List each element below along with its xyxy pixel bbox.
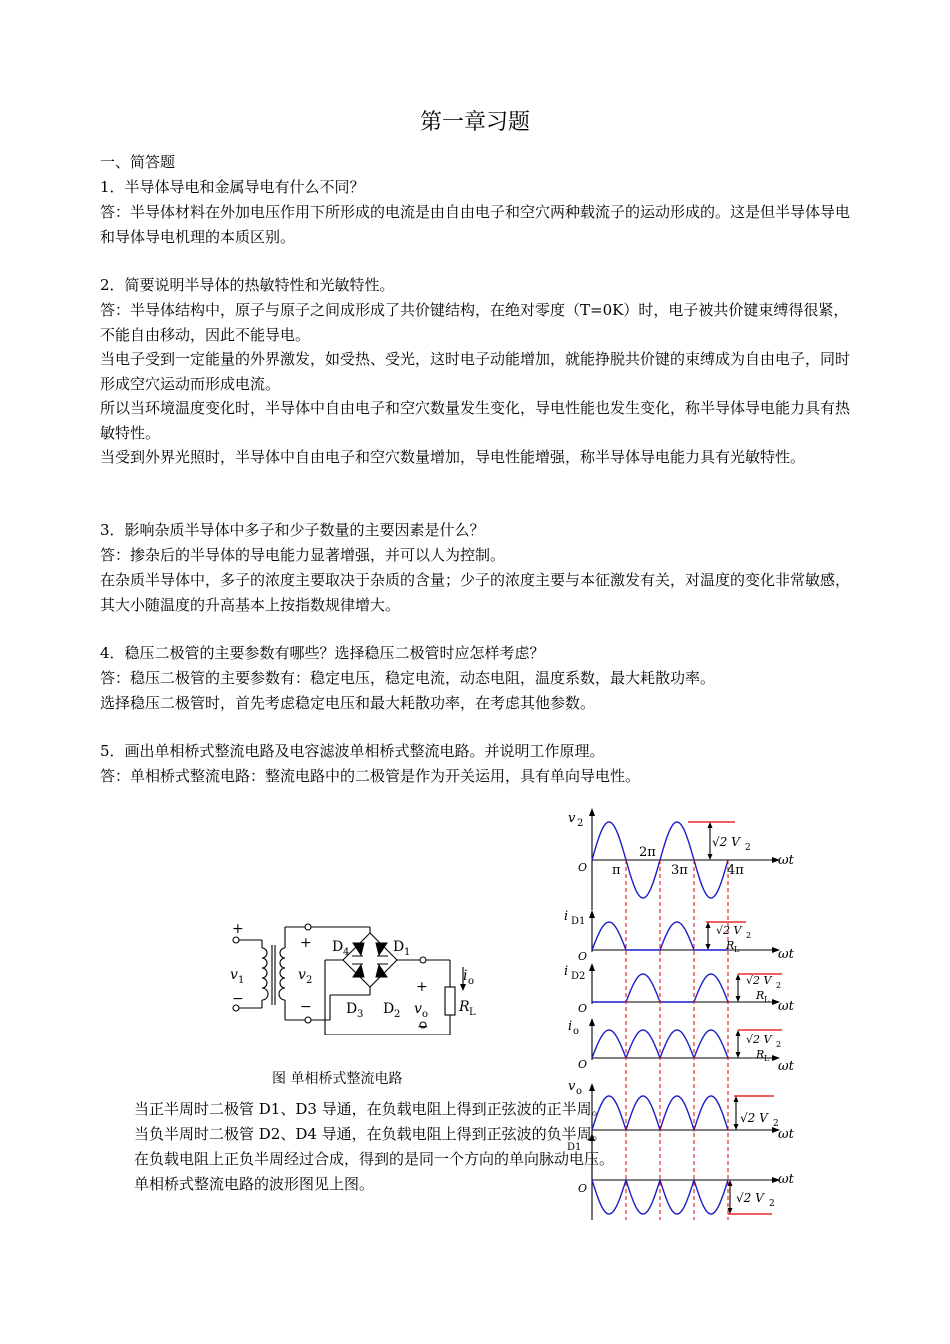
- axis-y-arrow-4: [589, 1018, 595, 1026]
- wave-amp-4-num-sub: 2: [776, 1040, 782, 1049]
- wave-amp-2-num-sub: 2: [746, 931, 752, 940]
- wave-amp-2-num: √2 V: [716, 924, 742, 937]
- amp-arrow-top-4: [736, 1030, 741, 1036]
- wave-amp-6: √2 V: [736, 1191, 764, 1205]
- axis-y-arrow-3: [589, 963, 595, 971]
- wave-wt-2: ωt: [778, 947, 794, 962]
- wave-origin-1: O: [578, 861, 588, 874]
- label-vo: v: [414, 1001, 422, 1017]
- wave-v2: v: [568, 811, 576, 826]
- question-2: 2．简要说明半导体的热敏特性和光敏特性。: [100, 276, 395, 294]
- wave-amp-6-sub: 2: [769, 1199, 775, 1209]
- wave-4pi: 4π: [727, 863, 744, 878]
- label-d2: D: [383, 1001, 395, 1017]
- answer-3-para-2: 在杂质半导体中，多子的浓度主要取决于杂质的含量；少子的浓度主要与本征激发有关，对温度的变化非常敏感，其大小随温度的升高基本上按指数规律增大。: [100, 571, 851, 614]
- question-5: 5．画出单相桥式整流电路及电容滤波单相桥式整流电路。并说明工作原理。: [100, 742, 605, 760]
- answer-2-para-3: 所以当环境温度变化时，半导体中自由电子和空穴数量发生变化，导电性能也发生变化，称半导体导电能力具有热敏特性。: [100, 399, 851, 442]
- page-title: 第一章习题: [419, 110, 530, 135]
- wave-id1: i: [564, 909, 569, 924]
- wave-io-sub: o: [573, 1026, 580, 1037]
- wave-amp-4-den: R: [756, 1048, 765, 1061]
- wave-id2: i: [564, 964, 569, 979]
- secondary-minus: −: [300, 999, 312, 1015]
- answer-2-para-2: 当电子受到一定能量的外界激发，如受热、受光，这时电子动能增加，就能挣脱共价键的束缚成为自由电子，同时形成空穴运动而形成电流。: [100, 350, 851, 393]
- wave-wt-4: ωt: [778, 1059, 794, 1074]
- wave-amp-5-sub: 2: [773, 1119, 779, 1129]
- wave-origin-2: O: [578, 950, 588, 963]
- wave-vo-sub: o: [576, 1086, 583, 1097]
- amp-arrow-bottom-1: [708, 854, 713, 860]
- wave-amp-3-num: √2 V: [746, 974, 772, 987]
- wave-wt-6: ωt: [778, 1172, 794, 1187]
- label-d2-sub: 2: [394, 1009, 401, 1020]
- amp-arrow-top-1: [708, 822, 713, 828]
- answer-2-para-1: 答：半导体结构中，原子与原子之间成形成了共价键结构，在绝对零度（T=0K）时，电子被共价键束缚得很紧，不能自由移动，因此不能导电。: [100, 301, 849, 344]
- wave-amp-1: √2 V: [712, 835, 740, 849]
- wave-amp-5: √2 V: [740, 1111, 768, 1125]
- label-d4-sub: 4: [343, 947, 350, 958]
- question-3: 3．影响杂质半导体中多子和少子数量的主要因素是什么？: [100, 521, 485, 539]
- output-minus: −: [417, 1019, 429, 1035]
- label-d1: D: [393, 939, 405, 955]
- figure-caption: 图 单相桥式整流电路: [272, 1071, 403, 1087]
- amp-arrow-bottom-5: [734, 1124, 739, 1130]
- wave-amp-3-den-sub: L: [764, 995, 770, 1004]
- wave-amp-3-num-sub: 2: [776, 981, 782, 990]
- wave-origin-3: O: [578, 1002, 588, 1015]
- explain-line-3: 在负载电阻上正负半周经过合成，得到的是同一个方向的单向脉动电压。: [134, 1150, 615, 1168]
- wave-amp-4-num: √2 V: [746, 1033, 772, 1046]
- label-vo-sub: o: [422, 1009, 429, 1020]
- question-4: 4．稳压二极管的主要参数有哪些？选择稳压二极管时应怎样考虑？: [100, 644, 545, 662]
- explain-line-4: 单相桥式整流电路的波形图见上图。: [134, 1175, 375, 1193]
- label-v2: v: [298, 967, 306, 983]
- axis-y-arrow-5: [589, 1083, 595, 1091]
- amp-arrow-top-5: [734, 1096, 739, 1102]
- wave-id2-sub: D2: [571, 971, 586, 982]
- wave-amp-1-sub: 2: [745, 843, 751, 853]
- wave-io: i: [568, 1019, 573, 1034]
- secondary-plus: +: [300, 935, 312, 951]
- explain-line-1: 当正半周时二极管 D1、D3 导通，在负载电阻上得到正弦波的正半周。: [134, 1100, 607, 1118]
- section-heading: 一、简答题: [100, 153, 176, 171]
- explain-line-2: 当负半周时二极管 D2、D4 导通，在负载电阻上得到正弦波的负半周。: [134, 1125, 607, 1143]
- label-rl-sub: L: [469, 1007, 476, 1018]
- wave-v2-sub: 2: [577, 818, 584, 829]
- amp-arrow-top-2: [706, 922, 711, 928]
- label-v1: v: [230, 967, 238, 983]
- answer-4-para-1: 答：稳压二极管的主要参数有：稳定电压，稳定电流，动态电阻，温度系数，最大耗散功率。: [100, 669, 716, 687]
- wave-3pi: 3π: [671, 863, 688, 878]
- question-1: 1．半导体导电和金属导电有什么不同？: [100, 178, 365, 196]
- wave-origin-4: O: [578, 1058, 588, 1071]
- label-d3-sub: 3: [357, 1009, 364, 1020]
- output-plus: +: [416, 979, 428, 995]
- wave-origin-6: O: [578, 1182, 588, 1195]
- answer-2-para-4: 当受到外界光照时，半导体中自由电子和空穴数量增加，导电性能增强，称半导体导电能力具有光敏特性。: [100, 448, 806, 466]
- wave-wt-5: ωt: [778, 1127, 794, 1142]
- wave-amp-2-den: R: [726, 939, 735, 952]
- bridge-rectifier-circuit: [220, 915, 490, 1035]
- amp-arrow-top-3: [736, 974, 741, 980]
- label-rl: R: [459, 999, 470, 1015]
- wave-amp-2-den-sub: L: [734, 945, 740, 954]
- label-io: i: [463, 968, 468, 984]
- answer-5-para-1: 答：单相桥式整流电路：整流电路中的二极管是作为开关运用，具有单向导电性。: [100, 767, 641, 785]
- answer-1: 答：半导体材料在外加电压作用下所形成的电流是由自由电子和空穴两种载流子的运动形成的。这是但半导体导电和导体导电机理的本质区别。: [100, 203, 851, 246]
- amp-arrow-bottom-4: [736, 1052, 741, 1058]
- answer-4-para-2: 选择稳压二极管时，首先考虑稳定电压和最大耗散功率，在考虑其他参数。: [100, 694, 596, 712]
- amp-arrow-bottom-2: [706, 944, 711, 950]
- label-d3: D: [346, 1001, 358, 1017]
- label-d4: D: [332, 939, 344, 955]
- axis-y-arrow-1: [589, 808, 595, 816]
- wave-pi: π: [612, 863, 621, 878]
- wave-wt-1: ωt: [778, 853, 794, 868]
- wave-amp-4-den-sub: L: [764, 1054, 770, 1063]
- wave-wt-3: ωt: [778, 999, 794, 1014]
- label-v1-sub: 1: [238, 975, 245, 986]
- amp-arrow-bottom-3: [736, 996, 741, 1002]
- wave-id1-sub: D1: [571, 916, 586, 927]
- wave-vo: v: [568, 1079, 576, 1094]
- answer-3-para-1: 答：掺杂后的半导体的导电能力显著增强，并可以人为控制。: [100, 546, 506, 564]
- axis-y-arrow-2: [589, 910, 595, 918]
- wave-amp-3-den: R: [756, 989, 765, 1002]
- label-v2-sub: 2: [306, 975, 313, 986]
- primary-plus: +: [232, 921, 244, 937]
- wave-2pi: 2π: [639, 845, 656, 860]
- label-io-sub: o: [468, 976, 475, 987]
- primary-minus: −: [232, 991, 244, 1007]
- wave-id-last: D1: [567, 1142, 582, 1153]
- label-d1-sub: 1: [404, 947, 411, 958]
